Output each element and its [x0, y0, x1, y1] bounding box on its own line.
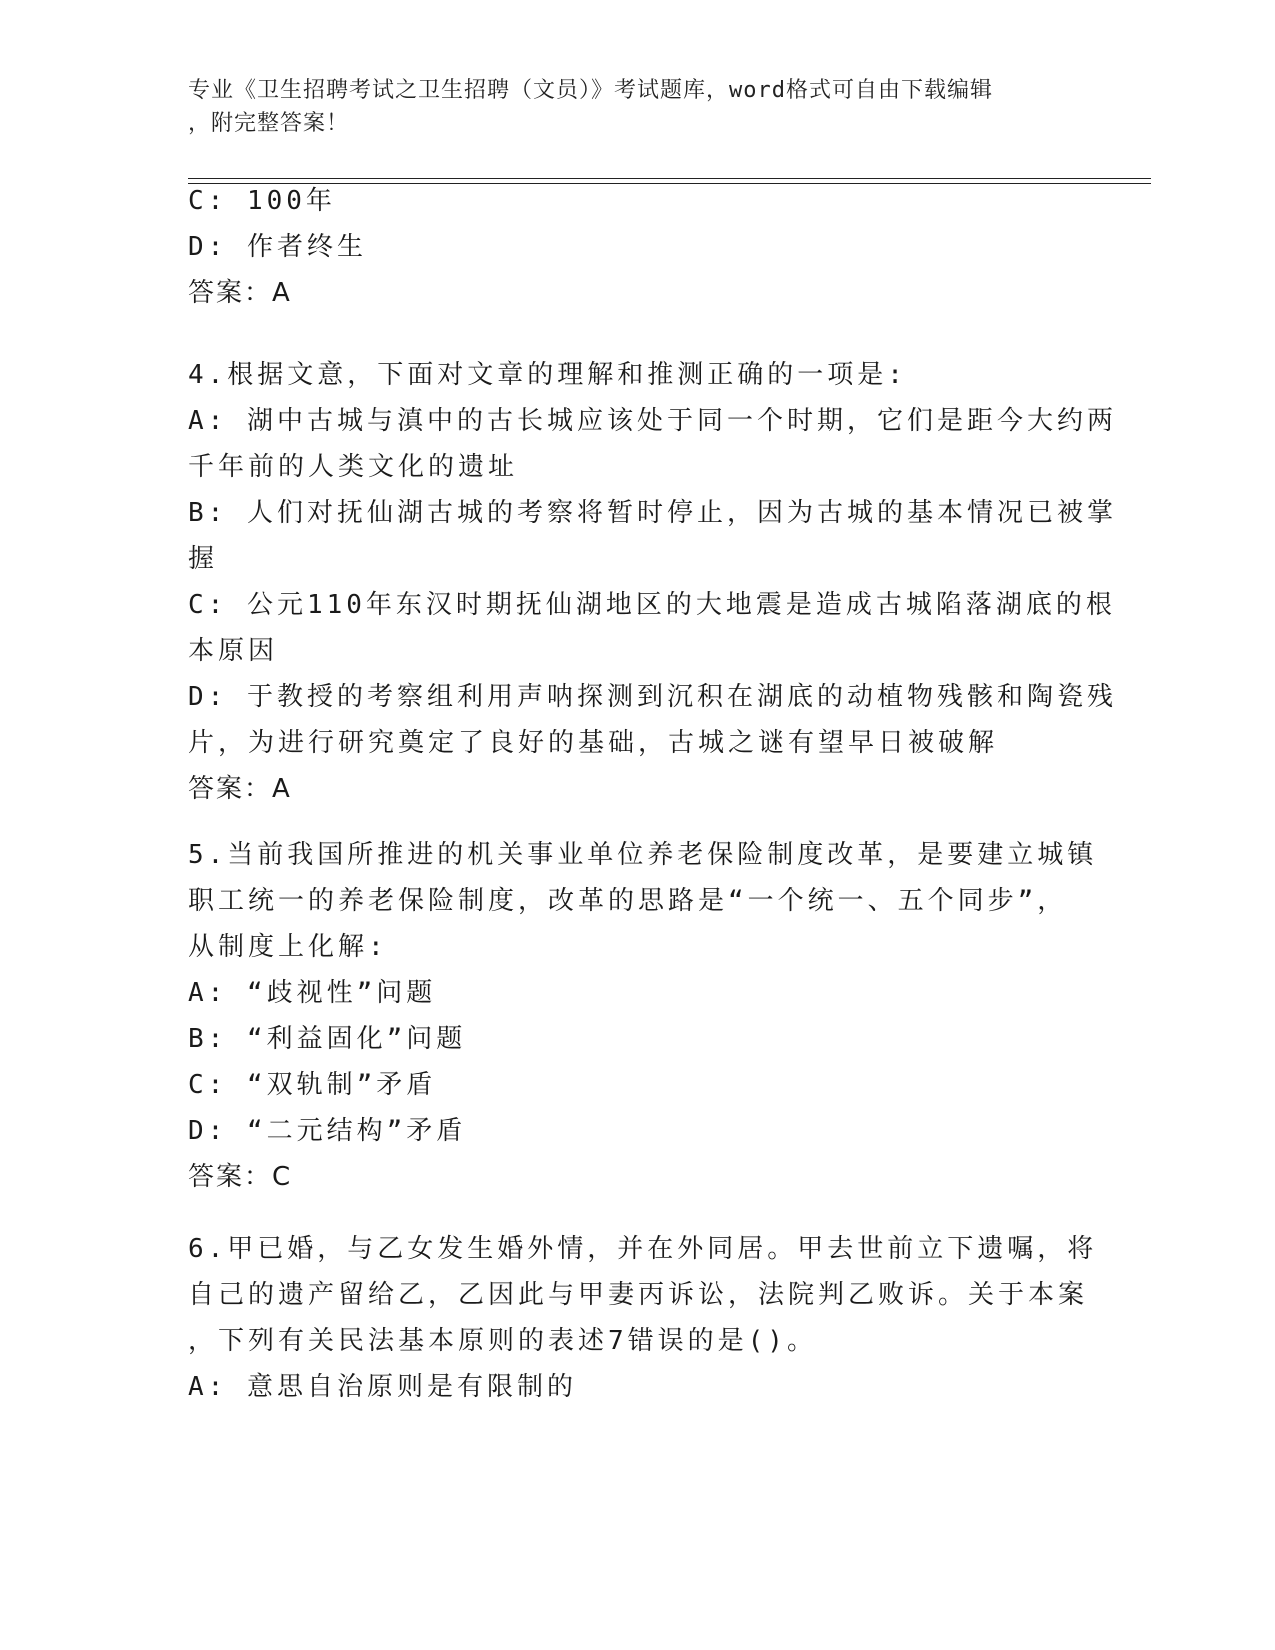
q4-option-a-line-1: A: 湖中古城与滇中的古长城应该处于同一个时期，它们是距今大约两 — [188, 406, 1117, 436]
q5-stem-line-1: 5.当前我国所推进的机关事业单位养老保险制度改革，是要建立城镇 — [188, 840, 1098, 870]
q4-option-c-line-2: 本原因 — [188, 636, 279, 666]
q6-stem-line-2: 自己的遗产留给乙，乙因此与甲妻丙诉讼，法院判乙败诉。关于本案 — [188, 1280, 1089, 1310]
question-4 — [188, 352, 1117, 812]
q5-option-a: A: “歧视性”问题 — [188, 978, 437, 1008]
header-line-2: ，附完整答案！ — [188, 111, 350, 136]
q6-stem-line-3: ，下列有关民法基本原则的表述7错误的是()。 — [188, 1326, 817, 1356]
q4-answer: 答案：A — [188, 774, 292, 804]
document-header — [188, 74, 1068, 140]
q3-option-c: C: 100年 — [188, 186, 336, 216]
q5-answer: 答案：C — [188, 1162, 293, 1192]
question-6 — [188, 1226, 1098, 1410]
header-line-1: 专业《卫生招聘考试之卫生招聘（文员）》考试题库，word格式可自由下载编辑 — [188, 78, 993, 103]
q4-option-d-line-2: 片，为进行研究奠定了良好的基础，古城之谜有望早日被破解 — [188, 728, 999, 758]
q4-option-d-line-1: D: 于教授的考察组利用声呐探测到沉积在湖底的动植物残骸和陶瓷残 — [188, 682, 1117, 712]
q4-option-b-line-2: 握 — [188, 544, 219, 574]
q4-option-b-line-1: B: 人们对抚仙湖古城的考察将暂时停止，因为古城的基本情况已被掌 — [188, 498, 1117, 528]
q5-option-b: B: “利益固化”问题 — [188, 1024, 467, 1054]
q6-option-a: A: 意思自治原则是有限制的 — [188, 1372, 577, 1402]
q5-option-d: D: “二元结构”矛盾 — [188, 1116, 467, 1146]
q4-option-a-line-2: 千年前的人类文化的遗址 — [188, 452, 519, 482]
q3-answer: 答案：A — [188, 278, 292, 308]
q3-option-d: D: 作者终生 — [188, 232, 367, 262]
q4-option-c-line-1: C: 公元110年东汉时期抚仙湖地区的大地震是造成古城陷落湖底的根 — [188, 590, 1116, 620]
q4-stem: 4.根据文意，下面对文章的理解和推测正确的一项是: — [188, 360, 907, 390]
question-3-tail — [188, 178, 1073, 316]
q5-stem-line-2: 职工统一的养老保险制度，改革的思路是“一个统一、五个同步”， — [188, 886, 1068, 916]
q5-option-c: C: “双轨制”矛盾 — [188, 1070, 437, 1100]
question-5 — [188, 832, 1098, 1200]
q5-stem-line-3: 从制度上化解: — [188, 932, 388, 962]
q6-stem-line-1: 6.甲已婚，与乙女发生婚外情，并在外同居。甲去世前立下遗嘱，将 — [188, 1234, 1098, 1264]
